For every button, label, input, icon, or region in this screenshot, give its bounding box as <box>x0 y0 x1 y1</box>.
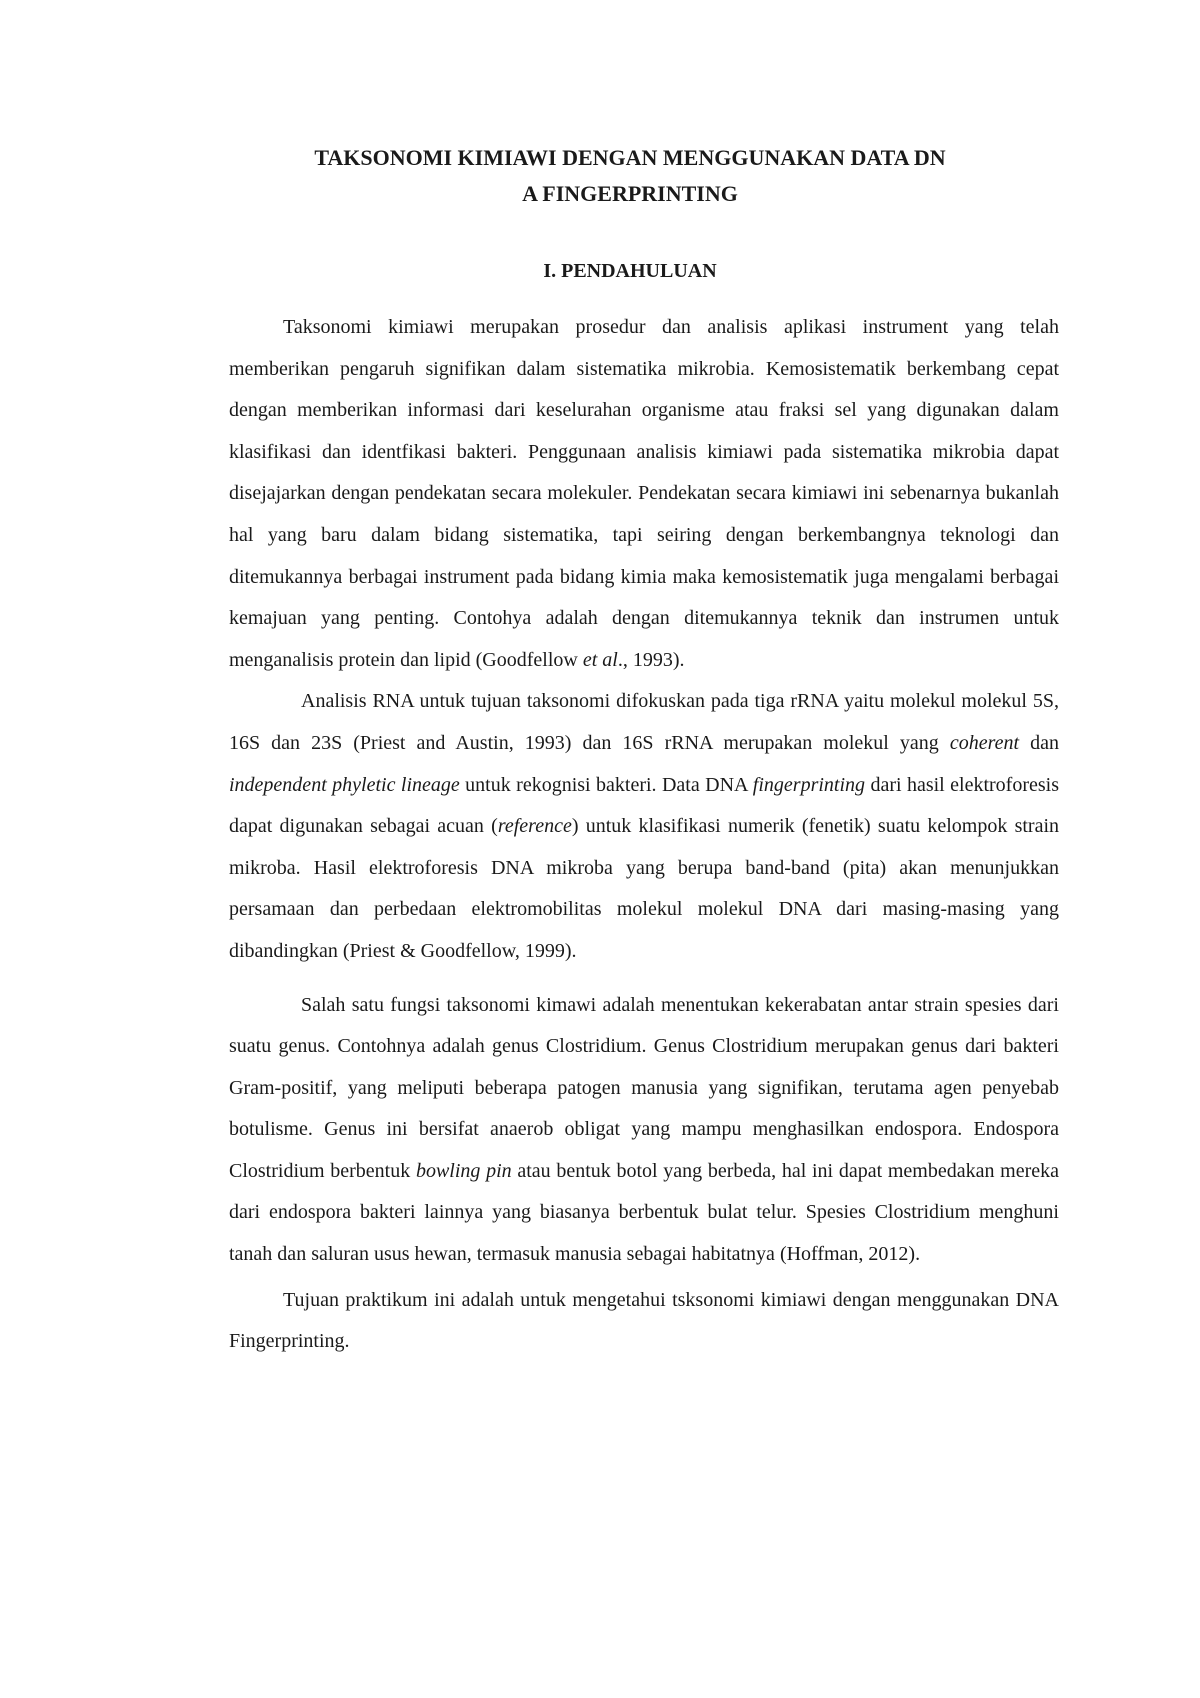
title-line-1: TAKSONOMI KIMIAWI DENGAN MENGGUNAKAN DATA DN <box>314 145 946 170</box>
p2-seg-4: untuk rekognisi bakteri. Data DNA <box>459 773 753 796</box>
section-heading: I. PENDAHULUAN <box>543 260 717 282</box>
p4-seg-0: Tujuan praktikum ini adalah untuk mengetahui tsksonomi kimiawi dengan menggunakan DNA Fingerprinting. <box>229 1288 1059 1353</box>
p1-seg-2: ., 1993). <box>617 648 685 671</box>
paragraph-3 <box>229 985 1059 1276</box>
p2-seg-6: dari hasil elektroforesis dapat digunakan sebagai acuan ( <box>229 773 1060 838</box>
p2-seg-1: coherent <box>949 731 1020 754</box>
p2-seg-0: Analisis RNA untuk tujuan taksonomi difokuskan pada tiga rRNA yaitu molekul molekul 5S, 16S dan 23S (Priest and Austin, 1993) dan 16S rRNA merupakan molekul yang <box>229 690 1059 754</box>
p1-seg-1: et al <box>582 648 618 671</box>
paragraph-2 <box>229 681 1059 972</box>
p2-seg-7: reference <box>497 815 572 838</box>
paragraph-1 <box>229 307 1059 681</box>
p3-seg-1: bowling pin <box>415 1159 512 1182</box>
p3-seg-0: Salah satu fungsi taksonomi kimawi adalah menentukan kekerabatan antar strain spesies dari suatu genus. Contohnya adalah genus Clostridium. Genus Clostridium merupakan genus dari bakteri Gram-positif, yang meliputi beberapa patogen manusia yang signifikan, terutama agen penyebab botulisme. Genus ini bersifat anaerob obligat yang mampu menghasilkan endospora. Endospora Clostridium berbentuk <box>229 993 1059 1182</box>
p2-seg-8: ) untuk klasifikasi numerik (fenetik) suatu kelompok strain mikroba. Hasil elektroforesis DNA mikroba yang berupa band-band (pita) akan menunjukkan persamaan dan perbedaan elektromobilitas molekul molekul DNA dari masing-masing yang dibandingkan (Priest & Goodfellow, 1999). <box>229 815 1060 962</box>
title-line-2: A FINGERPRINTING <box>522 181 738 206</box>
p2-seg-5: fingerprinting <box>752 773 866 796</box>
document-title <box>200 140 1060 212</box>
p2-seg-3: independent phyletic lineage <box>229 773 460 796</box>
p3-seg-2: atau bentuk botol yang berbeda, hal ini dapat membedakan mereka dari endospora bakteri lainnya yang biasanya berbentuk bulat telur. Spesies Clostridium menghuni tanah dan saluran usus hewan, termasuk manusia sebagai habitatnya (Hoffman, 2012). <box>229 1159 1059 1266</box>
document-body <box>229 307 1059 1363</box>
paragraph-4 <box>229 1280 1059 1363</box>
p2-seg-2: dan <box>1019 731 1059 754</box>
p1-seg-0: Taksonomi kimiawi merupakan prosedur dan analisis aplikasi instrument yang telah memberikan pengaruh signifikan dalam sistematika mikrobia. Kemosistematik berkembang cepat dengan memberikan informasi dari keselurahan organisme atau fraksi sel yang digunakan dalam klasifikasi dan identfikasi bakteri. Penggunaan analisis kimiawi pada sistematika mikrobia dapat disejajarkan dengan pendekatan secara molekuler. Pendekatan secara kimiawi ini sebenarnya bukanlah hal yang baru dalam bidang sistematika, tapi seiring dengan berkembangnya teknologi dan ditemukannya berbagai instrument pada bidang kimia maka kemosistematik juga mengalami berbagai kemajuan yang penting. Contohya adalah dengan ditemukannya teknik dan instrumen untuk menganalisis protein dan lipid (Goodfellow <box>229 316 1059 671</box>
